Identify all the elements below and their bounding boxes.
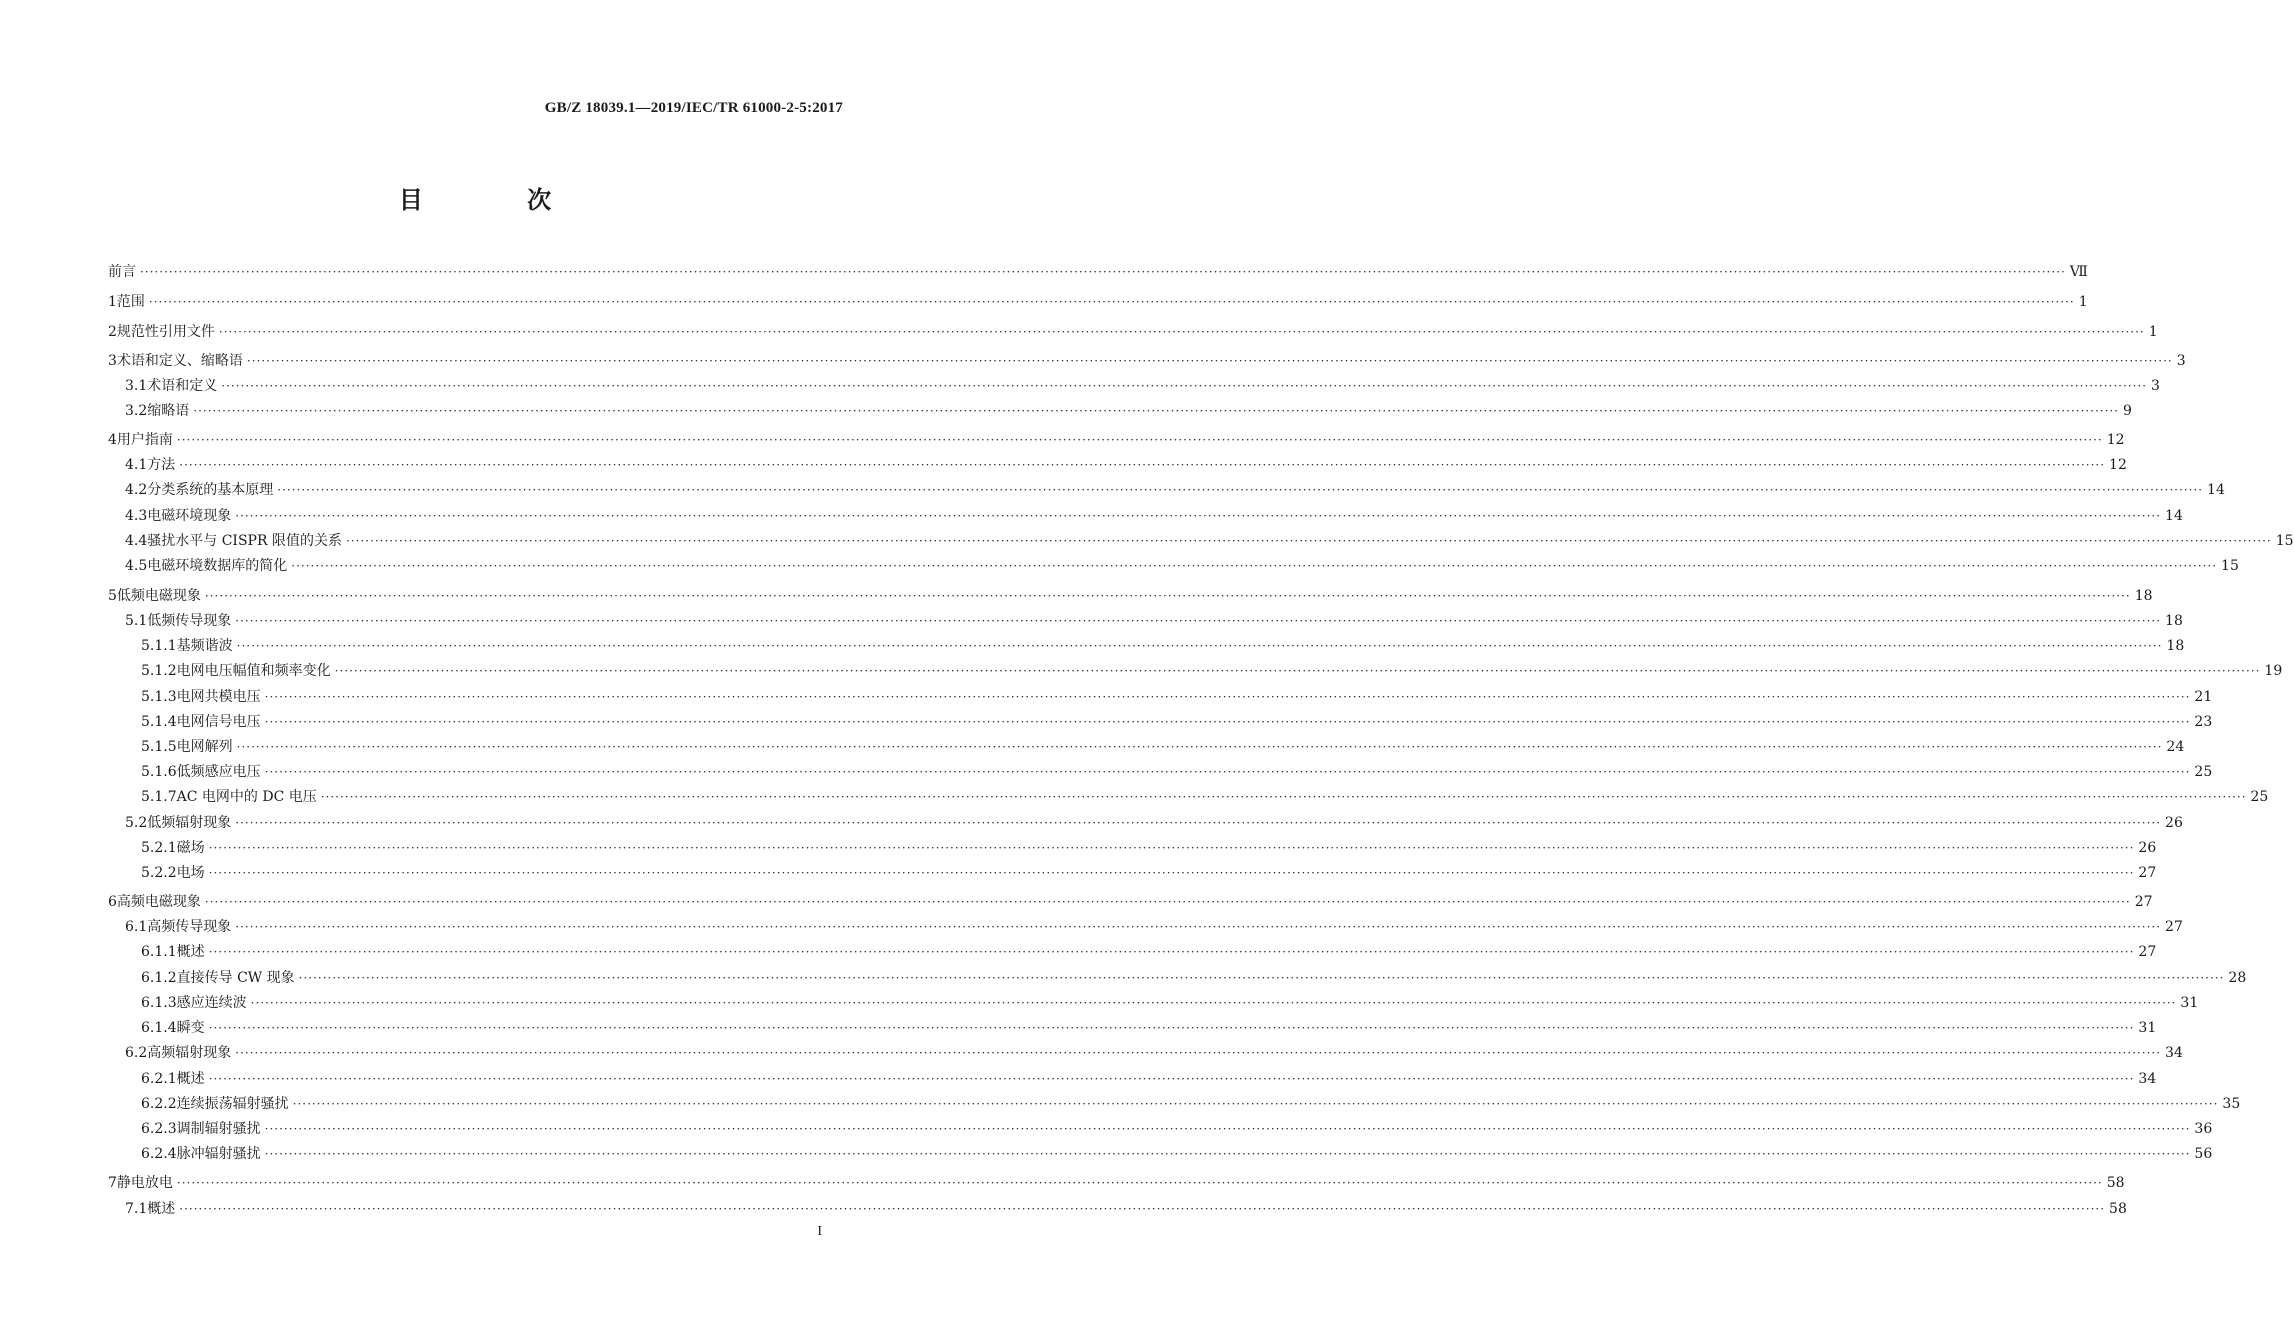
toc-entry[interactable] <box>141 967 2247 989</box>
toc-entry-page: 34 <box>2138 1071 2157 1087</box>
toc-entry-title: 低频感应电压 <box>176 764 261 780</box>
toc-entry-page: 24 <box>2166 739 2185 755</box>
toc-entry-page: 56 <box>2194 1146 2213 1162</box>
toc-entry-number: 5.1.7 <box>141 789 177 805</box>
toc-entry-page: 58 <box>2109 1201 2127 1217</box>
toc-entry[interactable] <box>125 454 2127 476</box>
toc-entry-number: 3.2 <box>125 403 148 419</box>
toc-entry[interactable] <box>108 350 2186 372</box>
toc-entry-number: 4.1 <box>125 457 148 473</box>
toc-entry[interactable] <box>141 837 2157 859</box>
toc-entry-title: 前言 <box>108 264 136 280</box>
toc-leader-dots: ················································································································································································································································································································································································································ <box>208 945 2135 959</box>
toc-entry-page: 27 <box>2138 865 2157 881</box>
toc-leader-dots: ················································································································································································································································································································································································································ <box>320 790 2247 804</box>
toc-entry-title: 分类系统的基本原理 <box>147 482 274 498</box>
toc-leader-dots: ················································································································································································································································································································································································································ <box>236 639 2163 653</box>
toc-entry-title: 高频电磁现象 <box>116 894 201 910</box>
toc-entry-title: 磁场 <box>176 840 205 856</box>
page-number: I <box>817 1224 822 1239</box>
toc-entry[interactable] <box>108 291 2088 313</box>
toc-leader-dots: ················································································································································································································································································································································································································ <box>264 1147 2191 1161</box>
toc-entry-title: 低频电磁现象 <box>116 588 201 604</box>
toc-leader-dots: ················································································································································································································································································································································································································ <box>204 895 2131 909</box>
toc-entry-title: 规范性引用文件 <box>116 324 215 340</box>
toc-entry[interactable] <box>125 1198 2127 1220</box>
toc-leader-dots: ················································································································································································································································································································································································································ <box>292 1097 2219 1111</box>
toc-leader-dots: ················································································································································································································································································································································································································ <box>204 589 2131 603</box>
toc-leader-dots: ················································································································································································································································································································································································································ <box>298 971 2225 985</box>
standard-code: GB/Z 18039.1—2019/IEC/TR 61000-2-5:2017 <box>544 100 843 116</box>
toc-entry-number: 5.1.1 <box>141 638 177 654</box>
toc-entry-number: 6.1.3 <box>141 995 177 1011</box>
toc-entry-number: 6.1 <box>125 919 148 935</box>
toc-entry-number: 5.1.5 <box>141 739 177 755</box>
toc-leader-dots: ················································································································································································································································································································································································································ <box>264 690 2191 704</box>
toc-entry-number: 5.1.3 <box>141 689 177 705</box>
toc-entry-title: 电网信号电压 <box>176 714 261 730</box>
toc-entry[interactable] <box>125 812 2183 834</box>
toc-entry[interactable] <box>125 530 2294 552</box>
toc-entry-title: 瞬变 <box>176 1020 205 1036</box>
toc-entry-title: 用户指南 <box>116 432 173 448</box>
toc-entry-title: 连续振荡辐射骚扰 <box>176 1096 289 1112</box>
toc-entry-number: 5 <box>108 588 117 604</box>
toc-entry-page: 25 <box>2250 789 2269 805</box>
toc-entry-page: 26 <box>2138 840 2157 856</box>
toc-entry-page: 27 <box>2134 894 2153 910</box>
toc-entry-page: 12 <box>2109 457 2127 473</box>
toc-entry-title: AC 电网中的 DC 电压 <box>176 789 317 805</box>
toc-entry-page: 21 <box>2194 689 2213 705</box>
toc-entry-number: 6.2.3 <box>141 1121 177 1137</box>
toc-entry-page: 9 <box>2123 403 2132 419</box>
toc-entry-page: 3 <box>2176 353 2186 369</box>
toc-entry-page: 1 <box>2148 324 2158 340</box>
toc-entry-number: 4.3 <box>125 508 148 524</box>
toc-entry-number: 6.2.1 <box>141 1071 177 1087</box>
toc-entry-number: 5.1.4 <box>141 714 177 730</box>
toc-entry-page: Ⅶ <box>2069 264 2088 280</box>
toc-entry-page: 31 <box>2180 995 2199 1011</box>
toc-entry-title: 电网解列 <box>176 739 233 755</box>
toc-entry-page: 15 <box>2221 558 2239 574</box>
toc-leader-dots: ················································································································································································································································································································································································································ <box>208 1072 2135 1086</box>
toc-entry[interactable] <box>125 1042 2183 1064</box>
toc-entry-number: 6.1.4 <box>141 1020 177 1036</box>
toc-entry-number: 5.2 <box>125 815 148 831</box>
toc-leader-dots: ················································································································································································································································································································································································································ <box>334 664 2261 678</box>
toc-entry-number: 1 <box>108 294 117 310</box>
toc-entry-page: 1 <box>2078 294 2088 310</box>
toc-entry-title: 电网电压幅值和频率变化 <box>176 663 331 679</box>
toc-entry-title: 术语和定义 <box>147 378 218 394</box>
toc-entry[interactable] <box>125 375 2160 397</box>
toc-entry-page: 36 <box>2194 1121 2213 1137</box>
toc-entry-number: 6.2 <box>125 1045 148 1061</box>
toc-entry[interactable] <box>108 261 2088 283</box>
toc-entry[interactable] <box>125 479 2225 501</box>
toc-leader-dots: ················································································································································································································································································································································································································ <box>264 1122 2191 1136</box>
toc-leader-dots: ················································································································································································································································································································································································································ <box>235 614 2162 628</box>
toc-entry[interactable] <box>141 1068 2157 1090</box>
toc-entry-title: 低频辐射现象 <box>147 815 232 831</box>
toc-entry-page: 18 <box>2134 588 2153 604</box>
toc-leader-dots: ················································································································································································································································································································································································································ <box>250 996 2177 1010</box>
toc-entry[interactable] <box>141 862 2157 884</box>
toc-entry-number: 5.1.2 <box>141 663 177 679</box>
toc-entry-number: 4.2 <box>125 482 148 498</box>
toc-entry-number: 6.2.4 <box>141 1146 177 1162</box>
toc-entry-title: 脉冲辐射骚扰 <box>176 1146 261 1162</box>
toc-entry[interactable] <box>108 1172 2125 1194</box>
toc-leader-dots: ················································································································································································································································································································································································································ <box>208 1021 2135 1035</box>
toc-entry-number: 6.2.2 <box>141 1096 177 1112</box>
toc-entry-title: 概述 <box>147 1201 176 1217</box>
toc-leader-dots: ················································································································································································································································································································································································································ <box>264 765 2191 779</box>
toc-entry-number: 5.1.6 <box>141 764 177 780</box>
toc-leader-dots: ················································································································································································································································································································································································································ <box>193 404 2120 418</box>
toc-entry-number: 3.1 <box>125 378 148 394</box>
toc-leader-dots: ················································································································································································································································································································································································································ <box>140 265 2066 279</box>
toc-entry-title: 电磁环境数据库的简化 <box>147 558 288 574</box>
toc-entry-title: 低频传导现象 <box>147 613 232 629</box>
toc-entry[interactable] <box>141 1017 2157 1039</box>
toc-entry-page: 26 <box>2165 815 2183 831</box>
toc-title: 目 次 <box>398 186 600 214</box>
toc-entry[interactable] <box>141 711 2213 733</box>
toc-entry-number: 6.1.1 <box>141 944 177 960</box>
toc-leader-dots: ················································································································································································································································································································································································································ <box>291 559 2218 573</box>
toc-entry-title: 概述 <box>176 944 205 960</box>
toc-leader-dots: ················································································································································································································································································································································································································ <box>345 534 2272 548</box>
toc-entry-number: 4 <box>108 432 117 448</box>
toc-entry-title: 直接传导 CW 现象 <box>176 970 295 986</box>
toc-entry[interactable] <box>108 585 2153 607</box>
toc-entry-page: 35 <box>2222 1096 2241 1112</box>
toc-entry[interactable] <box>141 660 2283 682</box>
toc-entry[interactable] <box>141 635 2185 657</box>
toc-leader-dots: ················································································································································································································································································································································································································ <box>236 740 2163 754</box>
toc-entry-page: 3 <box>2151 378 2160 394</box>
toc-entry-number: 5.2.2 <box>141 865 177 881</box>
toc-entry-title: 缩略语 <box>147 403 190 419</box>
toc-entry[interactable] <box>141 761 2213 783</box>
toc-entry-title: 基频谐波 <box>176 638 233 654</box>
toc-leader-dots: ················································································································································································································································································································································································································ <box>176 1176 2103 1190</box>
toc-leader-dots: ················································································································································································································································································································································································································ <box>221 379 2148 393</box>
toc-entry-title: 调制辐射骚扰 <box>176 1121 261 1137</box>
toc-entry[interactable] <box>125 505 2183 527</box>
toc-entry-number: 3 <box>108 353 117 369</box>
toc-entry-page: 18 <box>2165 613 2183 629</box>
toc-entry-title: 高频辐射现象 <box>147 1045 232 1061</box>
toc-entry-page: 19 <box>2264 663 2283 679</box>
toc-leader-dots: ················································································································································································································································································································································································································ <box>264 715 2191 729</box>
toc-entry-page: 18 <box>2166 638 2185 654</box>
toc-entry-page: 12 <box>2106 432 2125 448</box>
toc-entry-page: 14 <box>2165 508 2183 524</box>
toc-entry-title: 术语和定义、缩略语 <box>116 353 243 369</box>
toc-entry-title: 电磁环境现象 <box>147 508 232 524</box>
toc-entry[interactable] <box>125 400 2132 422</box>
toc-leader-dots: ················································································································································································································································································································································································································ <box>235 1046 2162 1060</box>
toc-entry[interactable] <box>141 1143 2213 1165</box>
toc-entry[interactable] <box>141 992 2199 1014</box>
toc-entry[interactable] <box>125 610 2183 632</box>
toc-leader-dots: ················································································································································································································································································································································································································ <box>235 509 2162 523</box>
toc-entry-number: 5.2.1 <box>141 840 177 856</box>
toc-entry-number: 4.4 <box>125 533 148 549</box>
toc-entry-title: 方法 <box>147 457 176 473</box>
toc-entry-page: 58 <box>2106 1175 2125 1191</box>
toc-leader-dots: ················································································································································································································································································································································································································ <box>208 841 2135 855</box>
toc-entry[interactable] <box>141 786 2269 808</box>
toc-entry[interactable] <box>108 891 2153 913</box>
toc-entry-page: 28 <box>2228 970 2247 986</box>
toc-leader-dots: ················································································································································································································································································································································································································ <box>176 433 2103 447</box>
toc-entry-page: 31 <box>2138 1020 2157 1036</box>
toc-entry-number: 2 <box>108 324 117 340</box>
toc-entry-page: 25 <box>2194 764 2213 780</box>
toc-leader-dots: ················································································································································································································································································································································································································ <box>235 816 2162 830</box>
toc-entry-page: 23 <box>2194 714 2213 730</box>
toc-entry-title: 高频传导现象 <box>147 919 232 935</box>
toc-leader-dots: ················································································································································································································································································································································································································ <box>218 325 2145 339</box>
toc-entry[interactable] <box>108 429 2125 451</box>
toc-entry-title: 感应连续波 <box>176 995 247 1011</box>
toc-leader-dots: ················································································································································································································································································································································································································ <box>208 866 2135 880</box>
toc-leader-dots: ················································································································································································································································································································································································································ <box>277 483 2204 497</box>
toc-entry[interactable] <box>108 321 2158 343</box>
toc-entry[interactable] <box>141 736 2185 758</box>
toc-entry-number: 7 <box>108 1175 117 1191</box>
toc-leader-dots: ················································································································································································································································································································································································································ <box>179 1202 2106 1216</box>
toc-entry-page: 15 <box>2275 533 2294 549</box>
toc-entry-number: 7.1 <box>125 1201 148 1217</box>
toc-entry-number: 6 <box>108 894 117 910</box>
toc-entry-page: 14 <box>2207 482 2225 498</box>
toc-entry-title: 静电放电 <box>116 1175 173 1191</box>
toc-leader-dots: ················································································································································································································································································································································································································ <box>246 354 2173 368</box>
toc-entry-page: 34 <box>2165 1045 2183 1061</box>
toc-entry[interactable] <box>141 941 2157 963</box>
toc-entry[interactable] <box>125 555 2239 577</box>
toc-entry-title: 电网共模电压 <box>176 689 261 705</box>
toc-entry-number: 6.1.2 <box>141 970 177 986</box>
toc-entry-title: 骚扰水平与 CISPR 限值的关系 <box>147 533 342 549</box>
toc-entry[interactable] <box>125 916 2183 938</box>
toc-entry-page: 27 <box>2165 919 2183 935</box>
toc-leader-dots: ················································································································································································································································································································································································································ <box>148 295 2075 309</box>
toc-entry[interactable] <box>141 1093 2241 1115</box>
toc-leader-dots: ················································································································································································································································································································································································································ <box>179 458 2106 472</box>
toc-entry[interactable] <box>141 686 2213 708</box>
toc-entry-page: 27 <box>2138 944 2157 960</box>
toc-leader-dots: ················································································································································································································································································································································································································ <box>235 920 2162 934</box>
toc-entry-title: 概述 <box>176 1071 205 1087</box>
toc-entry-number: 4.5 <box>125 558 148 574</box>
toc-entry-title: 电场 <box>176 865 205 881</box>
toc-entry-title: 范围 <box>116 294 145 310</box>
toc-entry-number: 5.1 <box>125 613 148 629</box>
toc-entry[interactable] <box>141 1118 2213 1140</box>
